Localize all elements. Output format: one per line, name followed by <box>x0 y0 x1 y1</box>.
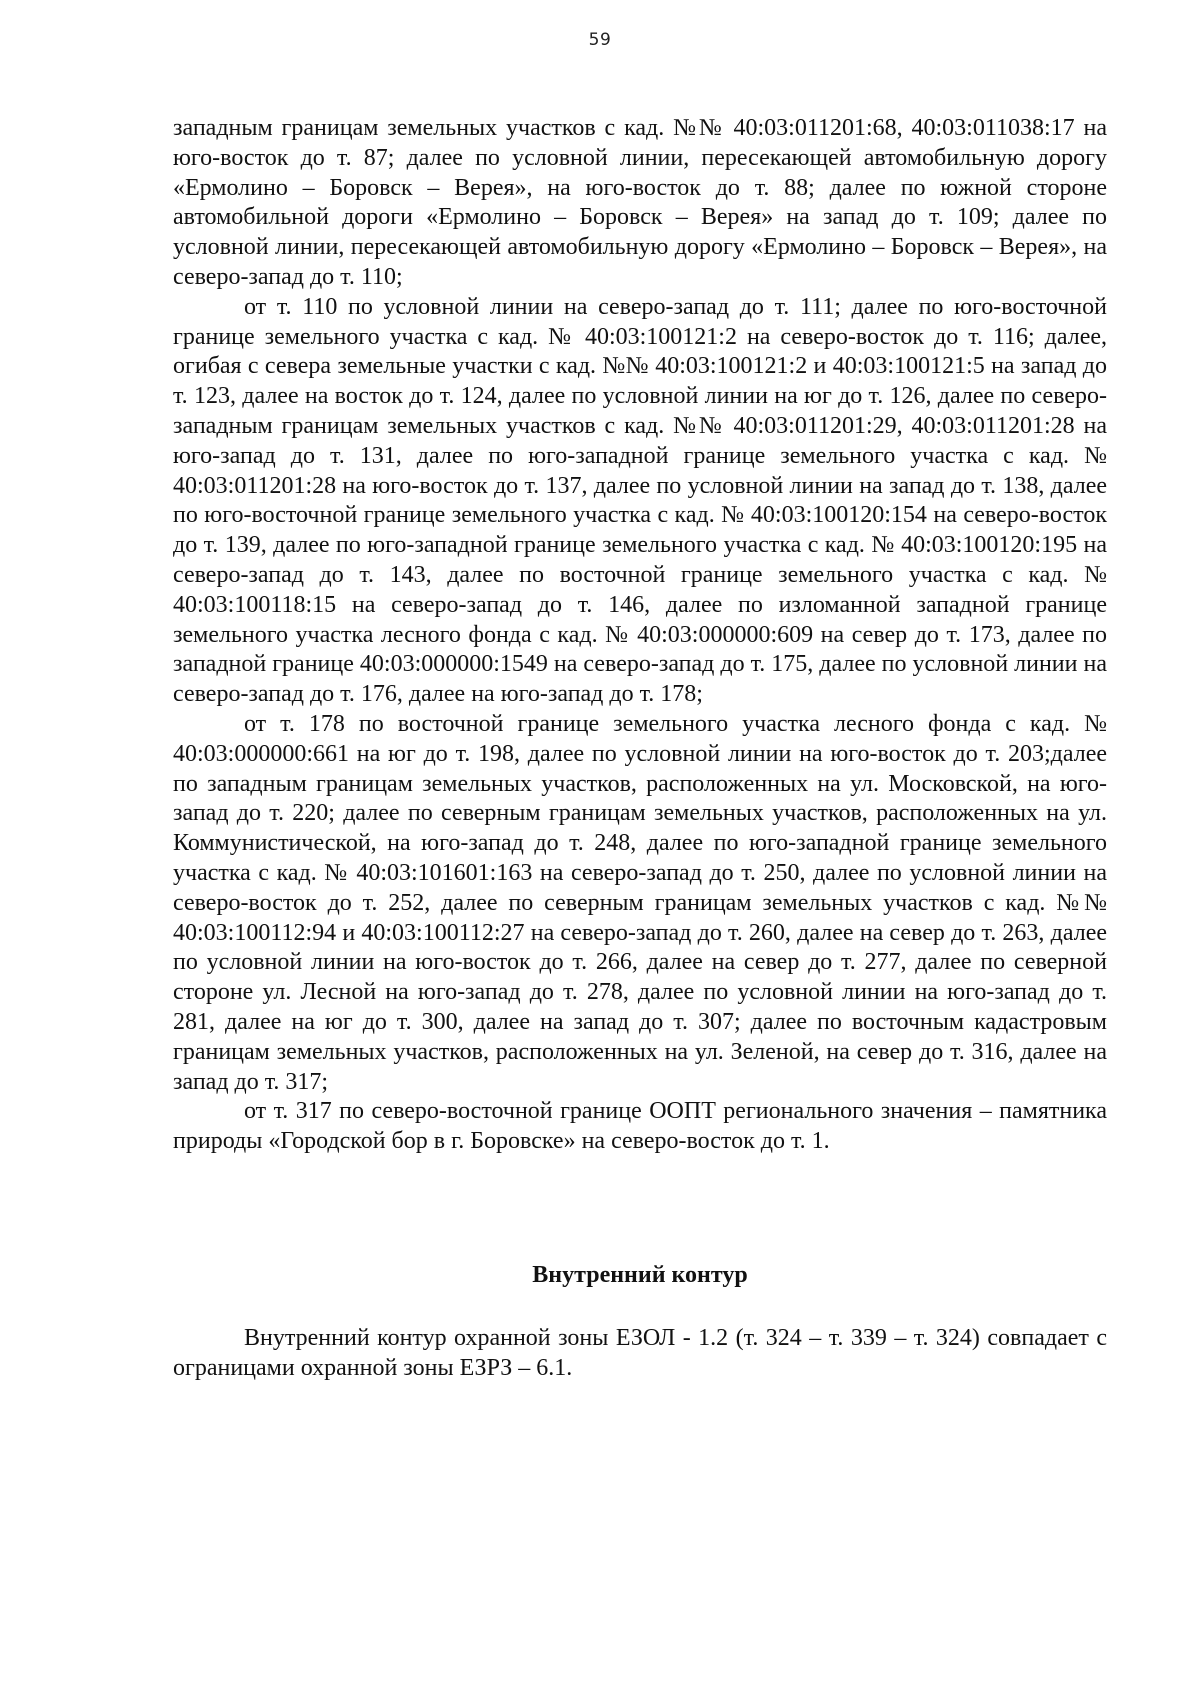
paragraph-2: от т. 110 по условной линии на северо-запад до т. 111; далее по юго-восточной границе земельного участка с кад. № 40:03:100121:2 на северо-восток до т. 116; далее, огибая с севера земельные участки с кад. №№ 40:03:100121:2 и 40:03:100121:5 на запад до т. 123, далее на восток до т. 124, далее по условной линии на юг до т. 126, далее по северо-западным границам земельных участков с кад. №№ 40:03:011201:29, 40:03:011201:28 на юго-запад до т. 131, далее по юго-западной границе земельного участка с кад. № 40:03:011201:28 на юго-восток до т. 137, далее по условной линии на запад до т. 138, далее по юго-восточной границе земельного участка с кад. № 40:03:100120:154 на северо-восток до т. 139, далее по юго-западной границе земельного участка с кад. № 40:03:100120:195 на северо-запад до т. 143, далее по восточной границе земельного участка с кад. № 40:03:100118:15 на северо-запад до т. 146, далее по изломанной западной границе земельного участка лесного фонда с кад. № 40:03:000000:609 на север до т. 173, далее по западной границе 40:03:000000:1549 на северо-запад до т. 175, далее по условной линии на северо-запад до т. 176, далее на юго-запад до т. 178; <box>173 293 1107 708</box>
paragraph-4: от т. 317 по северо-восточной границе ООПТ регионального значения – памятника природы «Городской бор в г. Боровске» на северо-восток до т. 1. <box>173 1098 1107 1155</box>
paragraph-1: западным границам земельных участков с кад. №№ 40:03:011201:68, 40:03:011038:17 на юго-восток до т. 87; далее по условной линии, пересекающей автомобильную дорогу «Ермолино – Боровск – Верея», на юго-восток до т. 88; далее по южной стороне автомобильной дороги «Ермолино – Боровск – Верея» на запад до т. 109; далее по условной линии, пересекающей автомобильную дорогу «Ермолино – Боровск – Верея», на северо-запад до т. 110; <box>173 115 1107 290</box>
page-number: 59 <box>588 30 612 50</box>
body-text <box>173 114 1107 1157</box>
section-title: Внутренний контур <box>532 1262 748 1288</box>
section-paragraph: Внутренний контур охранной зоны ЕЗОЛ - 1.2 (т. 324 – т. 339 – т. 324) совпадает с ограницами охранной зоны ЕЗРЗ – 6.1. <box>173 1325 1107 1381</box>
section-body <box>173 1323 1107 1383</box>
paragraph-3: от т. 178 по восточной границе земельного участка лесного фонда с кад. № 40:03:000000:661 на юг до т. 198, далее по условной линии на юго-восток до т. 203;далее по западным границам земельных участков, расположенных на ул. Московской, на юго-запад до т. 220; далее по северным границам земельных участков, расположенных на ул. Коммунистической, на юго-запад до т. 248, далее по юго-западной границе земельного участка с кад. № 40:03:101601:163 на северо-запад до т. 250, далее по условной линии на северо-восток до т. 252, далее по северным границам земельных участков с кад. №№ 40:03:100112:94 и 40:03:100112:27 на северо-запад до т. 260, далее на север до т. 263, далее по условной линии на юго-восток до т. 266, далее на север до т. 277, далее по северной стороне ул. Лесной на юго-запад до т. 278, далее по условной линии на юго-запад до т. 281, далее на юг до т. 300, далее на запад до т. 307; далее по восточным кадастровым границам земельных участков, расположенных на ул. Зеленой, на север до т. 316, далее на запад до т. 317; <box>173 710 1107 1095</box>
